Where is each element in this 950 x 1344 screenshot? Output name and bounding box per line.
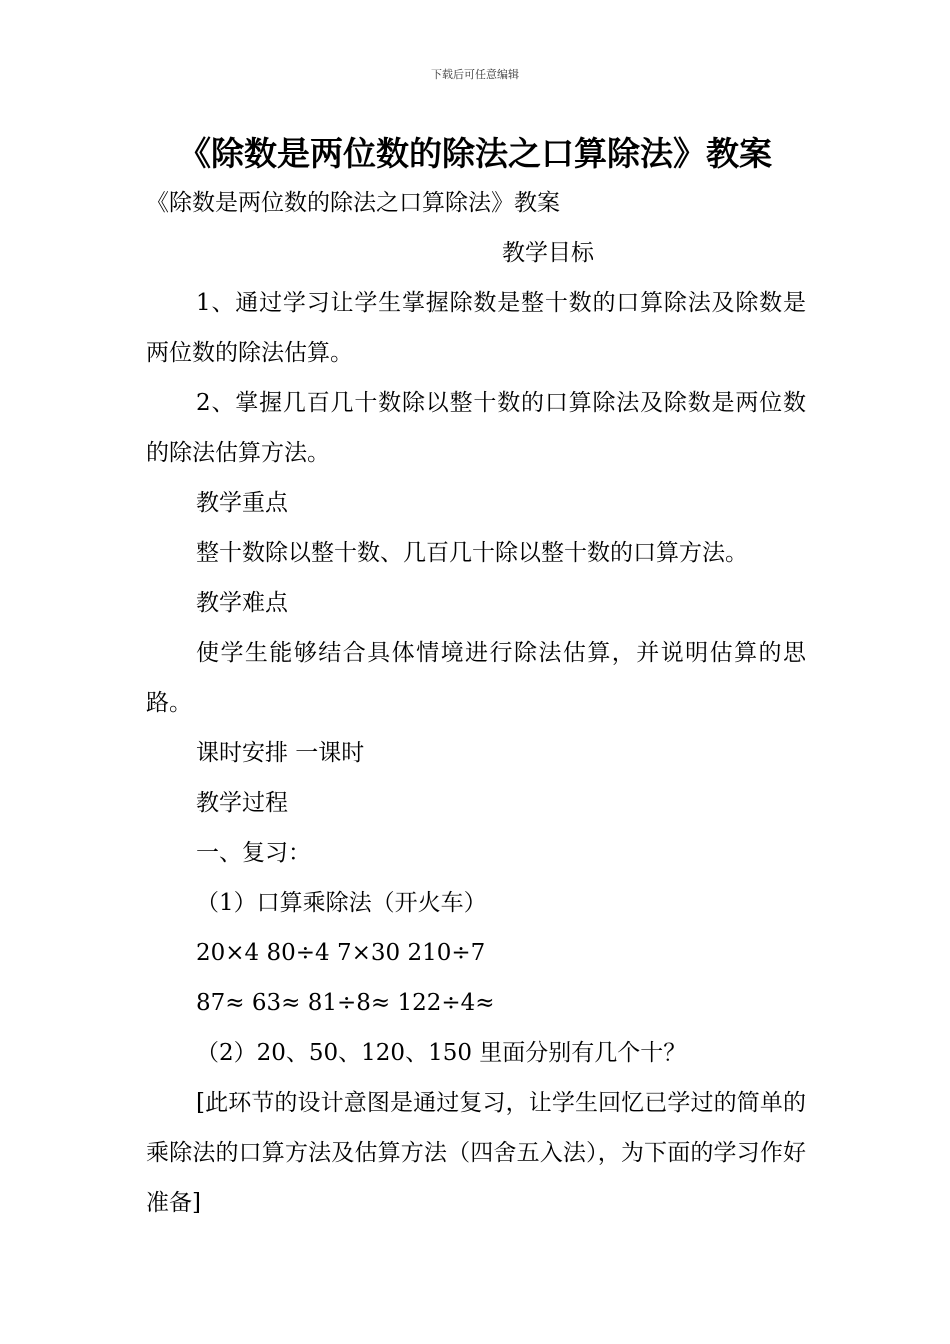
schedule-line: 课时安排 一课时	[196, 740, 365, 766]
review-item-1: （1）口算乘除法（开火车）	[196, 890, 487, 916]
goal-paragraph-2: 2、掌握几百几十数除以整十数的口算除法及除数是两位数的除法估算方法。	[146, 390, 806, 466]
header-note: 下载后可任意编辑	[431, 68, 519, 81]
document-title: 《除数是两位数的除法之口算除法》教案	[178, 134, 772, 173]
goal-paragraph-1: 1、通过学习让学生掌握除数是整十数的口算除法及除数是两位数的除法估算。	[146, 290, 806, 366]
section-heading-difficulties: 教学难点	[196, 590, 288, 616]
key-points-paragraph: 整十数除以整十数、几百几十除以整十数的口算方法。	[196, 540, 748, 566]
difficulties-paragraph: 使学生能够结合具体情境进行除法估算，并说明估算的思路。	[146, 640, 806, 716]
section-heading-goals: 教学目标	[502, 240, 594, 266]
document-body	[146, 178, 806, 1228]
calculation-line-1: 20×4 80÷4 7×30 210÷7	[196, 940, 486, 966]
review-item-2: （2）20、50、120、150 里面分别有几个十？	[196, 1040, 687, 1066]
design-note-paragraph: [此环节的设计意图是通过复习，让学生回忆已学过的简单的乘除法的口算方法及估算方法（四舍五入法），为下面的学习作好准备]	[146, 1090, 806, 1216]
calculation-line-2: 87≈ 63≈ 81÷8≈ 122÷4≈	[196, 990, 495, 1016]
review-heading: 一、复习：	[196, 840, 311, 866]
subtitle: 《除数是两位数的除法之口算除法》教案	[146, 190, 560, 216]
section-heading-process: 教学过程	[196, 790, 288, 816]
section-heading-key-points: 教学重点	[196, 490, 288, 516]
